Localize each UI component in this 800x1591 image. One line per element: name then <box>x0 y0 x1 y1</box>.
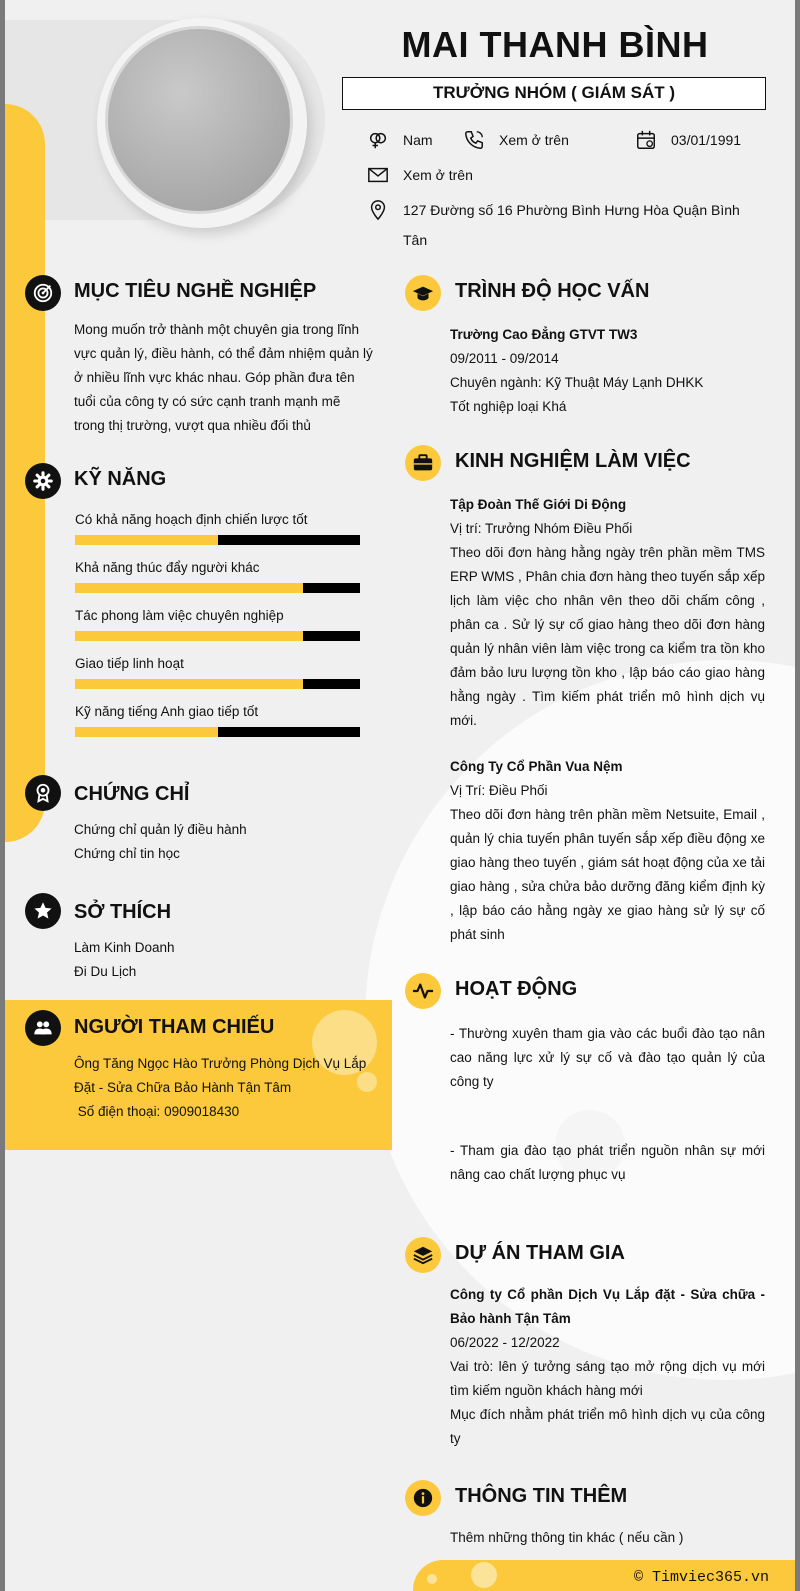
references-title: NGƯỜI THAM CHIẾU <box>74 1016 275 1038</box>
skill-bar <box>75 631 360 641</box>
users-icon <box>25 1010 61 1046</box>
phone-value: Xem ở trên <box>499 132 569 148</box>
gender-value: Nam <box>403 132 433 148</box>
reference-line: Đặt - Sửa Chữa Bảo Hành Tận Tâm <box>74 1080 292 1095</box>
school-name: Trường Cao Đẳng GTVT TW3 <box>450 327 638 342</box>
address-line-1: 127 Đường số 16 Phường Bình Hưng Hòa Quận Bình <box>403 202 740 218</box>
education-major: Chuyên ngành: Kỹ Thuật Máy Lạnh DHKK <box>450 375 704 390</box>
project-company: Công ty Cổ phần Dịch Vụ Lắp đặt - Sửa chữa - Bảo hành Tận Tâm <box>450 1287 765 1326</box>
skill-bar-fill <box>75 583 303 593</box>
activity-item: - Thường xuyên tham gia vào các buổi đào tạo nân cao năng lực xử lý sự cố và đào tạo quản lý của công ty <box>450 1026 765 1089</box>
hobby-item: Đi Du Lịch <box>74 964 137 979</box>
star-icon <box>25 893 61 929</box>
email-value: Xem ở trên <box>403 167 473 183</box>
cv-page <box>5 0 795 1591</box>
graduation-cap-icon <box>405 275 441 311</box>
education-title: TRÌNH ĐỘ HỌC VẤN <box>455 280 650 302</box>
objective-text <box>74 318 384 438</box>
skill-bar-fill <box>75 631 303 641</box>
calendar-icon <box>635 129 657 151</box>
hobby-list <box>74 936 175 984</box>
experience-title: KINH NGHIỆM LÀM VIỆC <box>455 450 691 472</box>
briefcase-icon <box>405 445 441 481</box>
gender-row <box>367 125 433 155</box>
layers-icon <box>405 1237 441 1273</box>
certificate-item: Chứng chỉ tin học <box>74 846 180 861</box>
skill-label: Khả năng thúc đẩy người khác <box>75 560 260 575</box>
activity-item: - Tham gia đào tạo phát triển nguồn nhân sự mới nâng cao chất lượng phục vụ <box>450 1143 765 1182</box>
references-text <box>74 1052 384 1124</box>
certificate-item: Chứng chỉ quản lý điều hành <box>74 822 247 837</box>
reference-line: Ông Tăng Ngọc Hào Trưởng Phòng Dịch Vụ Lắp <box>74 1056 367 1071</box>
footer-decor-dot <box>427 1574 437 1584</box>
certificates-title: CHỨNG CHỈ <box>74 783 190 805</box>
email-row <box>367 160 473 190</box>
skill-bar <box>75 583 360 593</box>
email-icon <box>367 164 389 186</box>
activity-pulse-icon <box>405 973 441 1009</box>
candidate-name: MAI THANH BÌNH <box>401 24 709 65</box>
address-row <box>367 195 740 255</box>
hobby-item: Làm Kinh Doanh <box>74 940 175 955</box>
skills-title: KỸ NĂNG <box>74 468 167 490</box>
skill-label: Tác phong làm việc chuyên nghiệp <box>75 608 284 623</box>
job-description: Theo dõi đơn hàng trên phần mềm Netsuite, Email , quản lý chia tuyến phân tuyến sắp xếp điều động xe giao hàng theo tuyến , giám sát hoạt động của xe tải giao hàng , sửa chửa bảo dưỡng đăng kiểm định kỳ , lập báo cáo hằng ngày xe giao hàng sử lý sự cố phát sinh <box>450 807 765 942</box>
gear-icon <box>25 463 61 499</box>
info-icon <box>405 1480 441 1516</box>
extra-info-text: Thêm những thông tin khác ( nếu cần ) <box>450 1530 684 1545</box>
certificate-list <box>74 818 247 866</box>
activities-title: HOẠT ĐỘNG <box>455 978 578 1000</box>
address-value <box>403 195 740 255</box>
education-grade: Tốt nghiệp loại Khá <box>450 399 567 414</box>
phone-row <box>463 125 569 155</box>
phone-icon <box>463 129 485 151</box>
birthday-value: 03/01/1991 <box>671 132 742 148</box>
footer-credit[interactable]: © Timviec365.vn <box>633 1569 769 1586</box>
objective-line: trong thị trường, vượt qua nhiều đối thủ <box>74 418 311 433</box>
skill-label: Kỹ năng tiếng Anh giao tiếp tốt <box>75 704 259 719</box>
skill-bar <box>75 727 360 737</box>
objective-title: MỤC TIÊU NGHỀ NGHIỆP <box>74 280 317 302</box>
education-period: 09/2011 - 09/2014 <box>450 351 559 366</box>
project-details <box>450 1283 765 1451</box>
project-period: 06/2022 - 12/2022 <box>450 1335 560 1350</box>
job-company: Công Ty Cổ Phần Vua Nệm <box>450 759 623 774</box>
location-pin-icon <box>367 199 389 221</box>
skill-bar <box>75 679 360 689</box>
experience-job-1 <box>450 493 765 733</box>
reference-line: Số điện thoại: 0909018430 <box>74 1104 240 1119</box>
extra-info-title: THÔNG TIN THÊM <box>455 1485 628 1507</box>
target-icon <box>25 275 61 311</box>
education-details <box>450 323 765 419</box>
job-description: Theo dõi đơn hàng hằng ngày trên phần mềm TMS ERP WMS , Phân chia đơn hàng theo tuyến sắp xếp lịch làm việc cho nhân vên theo dõi chấm công , phân ca . Sử lý sự cố giao hàng theo dõi đơn hàng quản lý nhân viên làm việc trong ca kiểm tra tồn kho đảm bảo lưu lượng tồn kho , lập báo cáo giao hàng hằng ngày . Tìm kiếm phát triển mô hình dịch vụ mới. <box>450 545 765 728</box>
job-company: Tập Đoàn Thế Giới Di Động <box>450 497 627 512</box>
objective-line: ở nhiều lĩnh vực khác nhau. Góp phần đưa tên <box>74 370 355 385</box>
skill-label: Giao tiếp linh hoạt <box>75 656 184 671</box>
skill-label: Có khả năng hoạch định chiến lược tốt <box>75 512 308 527</box>
skill-bar-fill <box>75 727 218 737</box>
project-goal: Mục đích nhằm phát triển mô hình dịch vụ của công ty <box>450 1407 765 1446</box>
job-title: TRƯỞNG NHÓM ( GIÁM SÁT ) <box>342 77 766 110</box>
skill-bar-fill <box>75 535 218 545</box>
skill-bar <box>75 535 360 545</box>
footer-decor-circle <box>471 1562 497 1588</box>
address-line-2: Tân <box>403 232 428 248</box>
objective-line: tuổi của công ty có sức cạnh tranh mạnh mẽ <box>74 394 341 409</box>
gender-icon <box>367 129 389 151</box>
job-role: Vị trí: Trưởng Nhóm Điều Phối <box>450 521 633 536</box>
hobbies-title: SỞ THÍCH <box>74 901 172 923</box>
birthday-row <box>635 125 741 155</box>
skill-bar-fill <box>75 679 303 689</box>
objective-line: vực quản lý, điều hành, có thể đảm nhiệm quản lý <box>74 346 373 361</box>
award-icon <box>25 775 61 811</box>
experience-job-2 <box>450 755 765 947</box>
project-role: Vai trò: lên ý tưởng sáng tạo mở rộng dịch vụ mới tìm kiếm nguồn khách hàng mới <box>450 1359 765 1398</box>
projects-title: DỰ ÁN THAM GIA <box>455 1242 625 1264</box>
avatar <box>105 26 293 214</box>
job-role: Vị Trí: Điều Phối <box>450 783 548 798</box>
objective-line: Mong muốn trở thành một chuyên gia trong lĩnh <box>74 322 360 337</box>
